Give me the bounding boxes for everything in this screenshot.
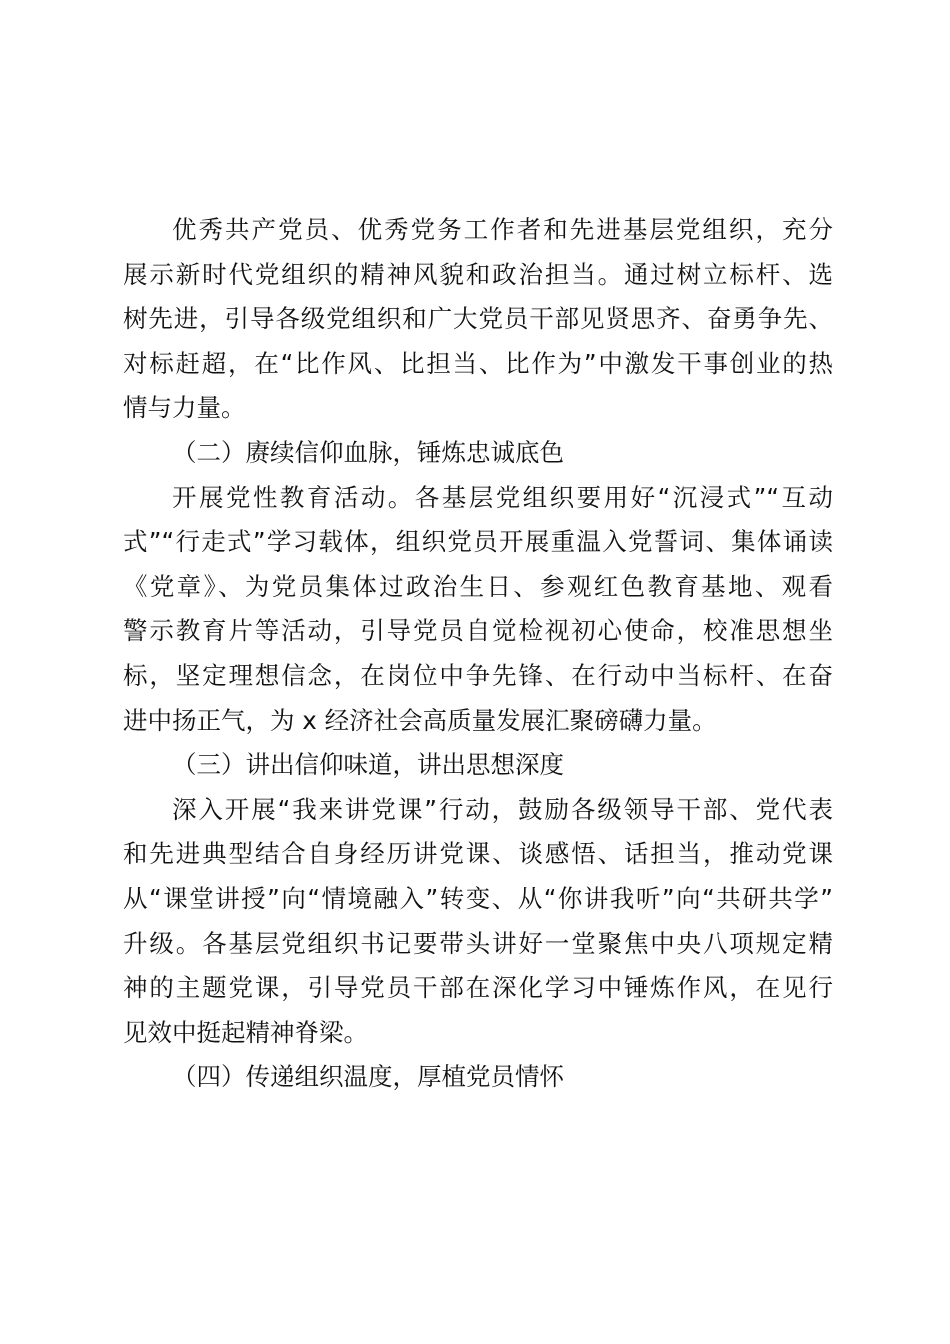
paragraph-line: 和先进典型结合自身经历讲党课、谈感悟、话担当，推动党课 (123, 839, 833, 869)
document-body (123, 208, 833, 1100)
paragraph-line: 展示新时代党组织的精神风貌和政治担当。通过树立标杆、选 (123, 259, 833, 289)
paragraph-line: 见效中挺起精神脊梁。 (123, 1017, 368, 1047)
paragraph-1 (123, 208, 833, 431)
paragraph-line: 警示教育片等活动，引导党员自觉检视初心使命，校准思想坐 (123, 616, 833, 646)
paragraph-line: 进中扬正气，为 x 经济社会高质量发展汇聚磅礴力量。 (123, 705, 717, 735)
heading-line: （二）赓续信仰血脉，锤炼忠诚底色 (172, 437, 564, 467)
section-heading-3 (123, 743, 833, 788)
paragraph-line: 神的主题党课，引导党员干部在深化学习中锤炼作风，在见行 (123, 973, 833, 1003)
section-heading-2 (123, 431, 833, 476)
paragraph-line: 开展党性教育活动。各基层党组织要用好“沉浸式”“互动 (172, 482, 833, 512)
paragraph-line: 从“课堂讲授”向“情境融入”转变、从“你讲我听”向“共研共学” (123, 883, 833, 913)
section-heading-4 (123, 1055, 833, 1100)
paragraph-line: 对标赶超，在“比作风、比担当、比作为”中激发干事创业的热 (123, 348, 833, 378)
paragraph-2 (123, 476, 833, 744)
paragraph-line: 《党章》、为党员集体过政治生日、参观红色教育基地、观看 (123, 571, 833, 601)
paragraph-line: 标，坚定理想信念，在岗位中争先锋、在行动中当标杆、在奋 (123, 660, 833, 690)
paragraph-line: 树先进，引导各级党组织和广大党员干部见贤思齐、奋勇争先、 (123, 304, 833, 334)
paragraph-line: 优秀共产党员、优秀党务工作者和先进基层党组织，充分 (172, 215, 833, 244)
paragraph-3 (123, 788, 833, 1056)
paragraph-line: 情与力量。 (123, 393, 246, 423)
paragraph-line: 升级。各基层党组织书记要带头讲好一堂聚焦中央八项规定精 (123, 928, 833, 958)
heading-line: （三）讲出信仰味道，讲出思想深度 (172, 750, 564, 780)
paragraph-line: 式”“行走式”学习载体，组织党员开展重温入党誓词、集体诵读 (123, 527, 833, 557)
heading-line: （四）传递组织温度，厚植党员情怀 (172, 1062, 564, 1092)
paragraph-line: 深入开展“我来讲党课”行动，鼓励各级领导干部、党代表 (172, 794, 833, 824)
